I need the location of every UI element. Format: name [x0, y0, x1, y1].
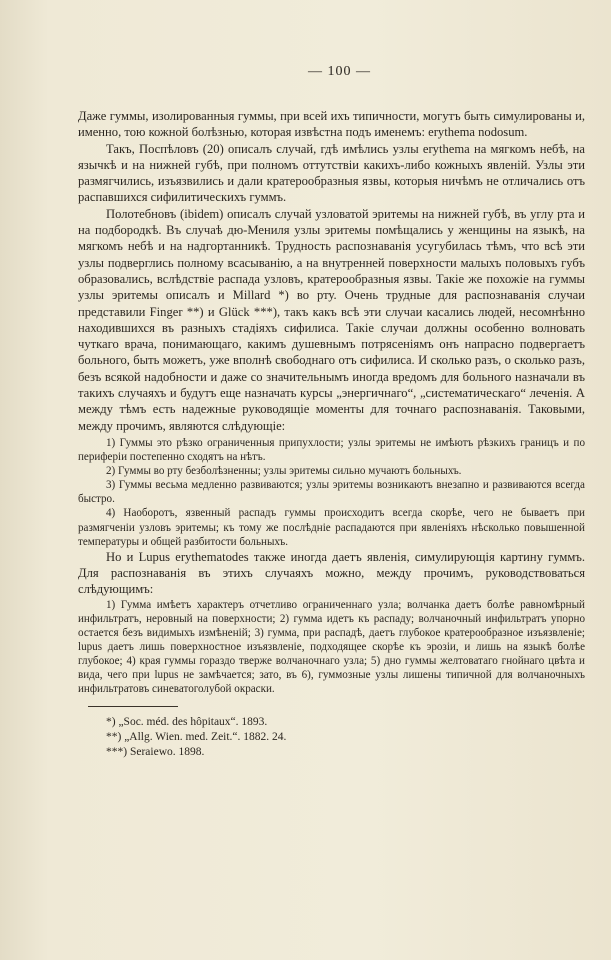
- list-item: 1) Гумма имѣетъ характеръ отчетливо ограниченнаго узла; волчанка даетъ болѣе равномѣрный инфильтратъ, неровный на поверхности; 2) гумма идетъ къ распаду; волчаночный инфильтратъ упорно остается безъ видимыхъ измѣненій; 3) гумма, при распадѣ, даетъ глубокое кратерообразное изъязвленіе; lupus даетъ лишь поверхностное изъязвленіе, подходящее скорѣе къ эрозіи, и лишь на языкѣ болѣе глубокое; 4) края гуммы гораздо тверже волчаночнаго узла; 5) дно гуммы желтоватаго гнойнаго цвѣта и вида, чего при lupus не замѣчается; зато, въ 6), гуммозные узлы лишены типичной для волчаночныхъ инфильтратовъ синеватоголубой окраски.: [78, 598, 585, 696]
- lupus-text: [78, 549, 585, 598]
- paragraph-lupus: Но и Lupus erythematodes также иногда даетъ явленія, симулирующія картину гуммъ. Для распознаванія въ этихъ случаяхъ можно, между прочимъ, руководствоваться слѣдующимъ:: [78, 549, 585, 597]
- footnote: *) „Soc. méd. des hôpitaux“. 1893.: [106, 716, 268, 729]
- list-item: 1) Гуммы это рѣзко ограниченныя припухлости; узлы эритемы не имѣютъ рѣзкихъ границъ и по периферіи постепенно сходятъ на нѣтъ.: [78, 436, 585, 464]
- page-number: — 100 —: [308, 64, 371, 79]
- footnotes: [78, 715, 585, 760]
- footnote: ***) Seraiewo. 1898.: [106, 746, 205, 759]
- differential-list-erythema: [78, 436, 585, 549]
- paragraph-pospelov-case: Такъ, Поспѣловъ (20) описалъ случай, гдѣ имѣлись узлы erythema на мягкомъ небѣ, на язычкѣ и на нижней губѣ, при полномъ оттутствіи какихъ-либо кожныхъ явленій. Узлы эти размягчились, изъязвились и дали кратерообразныя язвы, которыя ничѣмъ не отличались отъ распавшихся сифилитическихъ гуммъ.: [78, 141, 585, 205]
- list-item: 2) Гуммы во рту безболѣзненны; узлы эритемы сильно мучаютъ больныхъ.: [106, 465, 462, 478]
- list-item: 3) Гуммы весьма медленно развиваются; узлы эритемы возникаютъ внезапно и развиваются всегда быстро.: [78, 479, 585, 506]
- paragraph-polotebnov-case: Полотебновъ (ibidem) описалъ случай узловатой эритемы на нижней губѣ, въ углу рта и на подбородкѣ. Въ случаѣ дю-Мениля узлы эритемы помѣщались у женщины на языкѣ, на мягкомъ небѣ и на надгортанникѣ. Трудность распознаванія усугубилась тѣмъ, что всѣ эти узлы подверглись полному всасыванію, а на внутренней поверхности малыхъ половыхъ губъ образовались, вслѣдствіе распада узловъ, кратерообразныя язвы. Такіе же похожіе на гуммы узлы эритемы описалъ и Millard *) во рту. Очень трудные для распознаванія случаи представили Finger **) и Glück ***), такъ какъ всѣ эти случаи касались людей, несомнѣнно находившихся въ разныхъ стадіяхъ сифилиса. Такіе случаи должны особенно волновать чуткаго врача, понимающаго, какимъ душевнымъ потрясеніямъ онъ напрасно подвергаетъ больного, быть можетъ, уже вполнѣ свободнаго отъ сифилиса. И сколько разъ, о сколько разъ, безъ всякой надобности и даже со значительнымъ иногда вредомъ для больного назначали въ такихъ случаяхъ и будутъ еще назначать курсы „энергичнаго“, „систематическаго“ леченія. А между тѣмъ есть надежные руководящіе моменты для точнаго распознаванія. Таковыми, между прочимъ, являются слѣдующіе:: [78, 206, 585, 433]
- paragraph-gummas-simulated: Даже гуммы, изолированныя гуммы, при всей ихъ типичности, могутъ быть симулированы и, именно, тою кожной болѣзнью, которая извѣстна подъ именемъ: erythema nodosum.: [78, 109, 585, 140]
- footnote-divider: [88, 706, 178, 707]
- main-text: [78, 108, 585, 434]
- differential-list-lupus: [78, 598, 585, 697]
- list-item: 4) Наоборотъ, язвенный распадъ гуммы происходитъ всегда скорѣе, чего не бываетъ при размягченіи узловъ эритемы; къ тому же послѣдніе распадаются при явленіяхъ нѣсколько повышенной температуры и общей разбитости больныхъ.: [78, 507, 585, 548]
- footnote: **) „Allg. Wien. med. Zeit.“. 1882. 24.: [106, 731, 287, 744]
